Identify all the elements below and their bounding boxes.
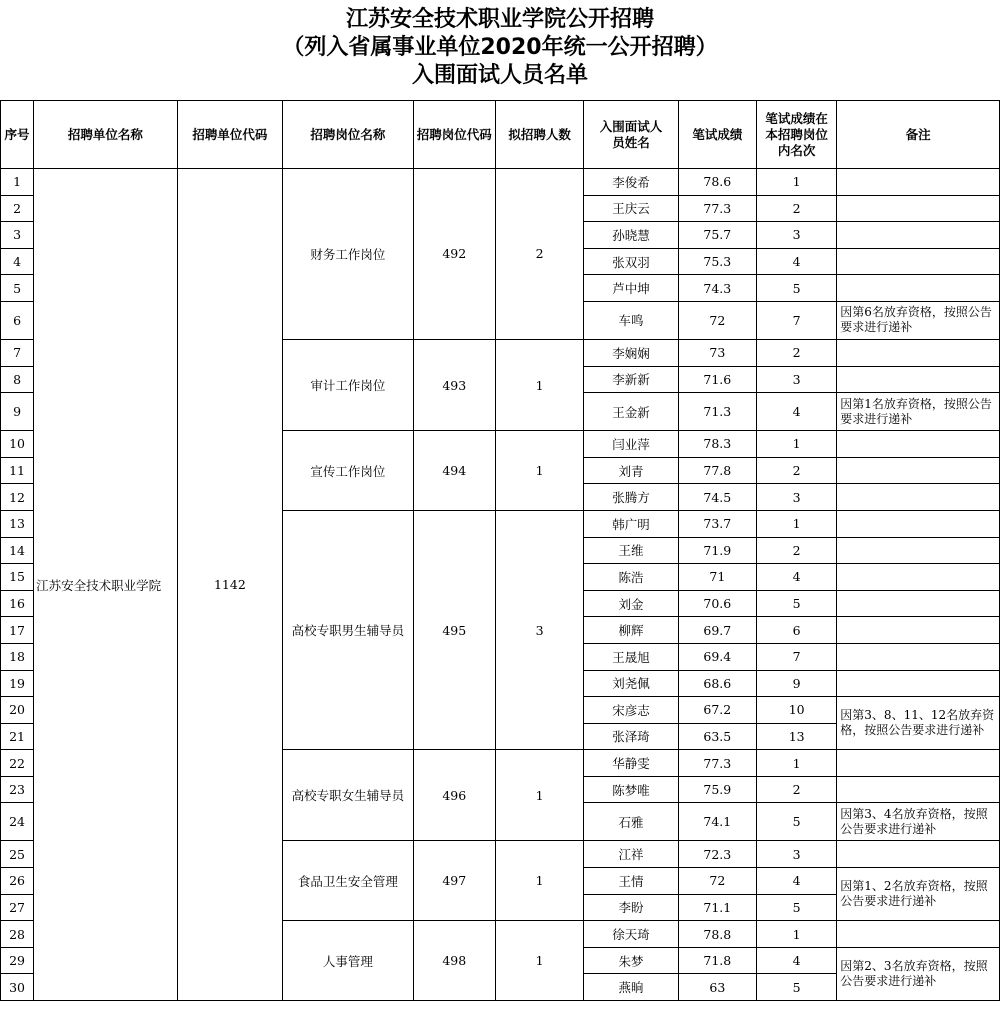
score-cell: 72.3: [678, 841, 756, 868]
title-line-2: （列入省属事业单位2020年统一公开招聘）: [282, 35, 718, 60]
score-cell: 71.1: [678, 894, 756, 921]
note-cell: [837, 222, 1000, 249]
plan-count-cell: 1: [495, 750, 583, 841]
seq-cell: 22: [1, 750, 34, 777]
seq-cell: 2: [1, 195, 34, 222]
seq-cell: 21: [1, 723, 34, 750]
candidate-name-cell: 柳辉: [584, 617, 678, 644]
note-cell: [837, 484, 1000, 511]
note-cell: [837, 169, 1000, 196]
rank-cell: 4: [756, 868, 836, 895]
post-code-cell: 495: [413, 510, 495, 749]
score-cell: 75.7: [678, 222, 756, 249]
score-cell: 78.3: [678, 431, 756, 458]
seq-cell: 14: [1, 537, 34, 564]
post-code-cell: 492: [413, 169, 495, 340]
candidate-name-cell: 王庆云: [584, 195, 678, 222]
title-line-3: 入围面试人员名单: [411, 63, 588, 88]
candidate-name-cell: 车鸣: [584, 301, 678, 339]
note-cell: 因第3、4名放弃资格，按照公告要求进行递补: [837, 803, 1000, 841]
candidate-name-cell: 朱梦: [584, 947, 678, 974]
header-row: [1, 101, 1000, 169]
note-cell: [837, 457, 1000, 484]
score-cell: 71: [678, 564, 756, 591]
note-cell: [837, 921, 1000, 948]
rank-cell: 4: [756, 248, 836, 275]
plan-count-cell: 1: [495, 431, 583, 511]
rank-cell: 5: [756, 894, 836, 921]
rank-cell: 4: [756, 564, 836, 591]
seq-cell: 18: [1, 643, 34, 670]
seq-cell: 4: [1, 248, 34, 275]
seq-cell: 13: [1, 510, 34, 537]
note-cell: [837, 564, 1000, 591]
candidate-name-cell: 陈梦唯: [584, 776, 678, 803]
unit-code-cell: 1142: [177, 169, 282, 1001]
candidate-name-cell: 张双羽: [584, 248, 678, 275]
seq-cell: 7: [1, 339, 34, 366]
score-cell: 74.1: [678, 803, 756, 841]
seq-cell: 27: [1, 894, 34, 921]
plan-count-cell: 1: [495, 339, 583, 430]
note-cell: [837, 670, 1000, 697]
candidate-name-cell: 李俊希: [584, 169, 678, 196]
rank-cell: 2: [756, 457, 836, 484]
plan-count-cell: 1: [495, 841, 583, 921]
seq-cell: 3: [1, 222, 34, 249]
rank-cell: 1: [756, 750, 836, 777]
document-title: [0, 0, 1000, 100]
candidate-name-cell: 王晟旭: [584, 643, 678, 670]
seq-cell: 5: [1, 275, 34, 302]
rank-cell: 4: [756, 947, 836, 974]
rank-cell: 1: [756, 169, 836, 196]
header-rank: 笔试成绩在本招聘岗位内名次: [756, 101, 836, 169]
table-row: [1, 169, 1000, 196]
note-cell: [837, 643, 1000, 670]
score-cell: 72: [678, 301, 756, 339]
note-cell: [837, 590, 1000, 617]
seq-cell: 11: [1, 457, 34, 484]
score-cell: 71.3: [678, 393, 756, 431]
rank-cell: 2: [756, 339, 836, 366]
seq-cell: 19: [1, 670, 34, 697]
rank-cell: 1: [756, 510, 836, 537]
candidate-name-cell: 江祥: [584, 841, 678, 868]
header-unit-name: 招聘单位名称: [34, 101, 178, 169]
post-name-cell: 食品卫生安全管理: [283, 841, 414, 921]
note-cell: 因第6名放弃资格，按照公告要求进行递补: [837, 301, 1000, 339]
score-cell: 70.6: [678, 590, 756, 617]
header-note: 备注: [837, 101, 1000, 169]
seq-cell: 16: [1, 590, 34, 617]
score-cell: 78.6: [678, 169, 756, 196]
score-cell: 68.6: [678, 670, 756, 697]
score-cell: 67.2: [678, 697, 756, 724]
score-cell: 69.7: [678, 617, 756, 644]
note-cell: 因第3、8、11、12名放弃资格，按照公告要求进行递补: [837, 697, 1000, 750]
candidate-name-cell: 刘尧佩: [584, 670, 678, 697]
candidate-name-cell: 李新新: [584, 366, 678, 393]
header-score: 笔试成绩: [678, 101, 756, 169]
rank-cell: 3: [756, 222, 836, 249]
seq-cell: 15: [1, 564, 34, 591]
seq-cell: 26: [1, 868, 34, 895]
note-cell: [837, 275, 1000, 302]
post-name-cell: 高校专职男生辅导员: [283, 510, 414, 749]
rank-cell: 3: [756, 841, 836, 868]
seq-cell: 8: [1, 366, 34, 393]
note-cell: [837, 339, 1000, 366]
post-code-cell: 497: [413, 841, 495, 921]
score-cell: 78.8: [678, 921, 756, 948]
note-cell: [837, 248, 1000, 275]
score-cell: 72: [678, 868, 756, 895]
unit-name-cell: 江苏安全技术职业学院: [34, 169, 178, 1001]
rank-cell: 1: [756, 431, 836, 458]
candidate-name-cell: 孙晓慧: [584, 222, 678, 249]
rank-cell: 1: [756, 921, 836, 948]
header-seq: 序号: [1, 101, 34, 169]
seq-cell: 17: [1, 617, 34, 644]
seq-cell: 25: [1, 841, 34, 868]
note-cell: [837, 776, 1000, 803]
post-name-cell: 审计工作岗位: [283, 339, 414, 430]
note-cell: [837, 537, 1000, 564]
score-cell: 71.8: [678, 947, 756, 974]
rank-cell: 5: [756, 974, 836, 1001]
note-cell: [837, 841, 1000, 868]
candidate-name-cell: 张泽琦: [584, 723, 678, 750]
seq-cell: 6: [1, 301, 34, 339]
score-cell: 71.9: [678, 537, 756, 564]
candidate-name-cell: 张腾方: [584, 484, 678, 511]
seq-cell: 23: [1, 776, 34, 803]
candidate-name-cell: 韩广明: [584, 510, 678, 537]
note-cell: [837, 366, 1000, 393]
candidate-name-cell: 王金新: [584, 393, 678, 431]
score-cell: 77.8: [678, 457, 756, 484]
rank-cell: 5: [756, 590, 836, 617]
note-cell: [837, 510, 1000, 537]
rank-cell: 6: [756, 617, 836, 644]
seq-cell: 24: [1, 803, 34, 841]
candidate-name-cell: 宋彦志: [584, 697, 678, 724]
seq-cell: 28: [1, 921, 34, 948]
rank-cell: 5: [756, 803, 836, 841]
rank-cell: 3: [756, 366, 836, 393]
rank-cell: 7: [756, 643, 836, 670]
candidate-name-cell: 石雅: [584, 803, 678, 841]
rank-cell: 2: [756, 776, 836, 803]
score-cell: 73.7: [678, 510, 756, 537]
seq-cell: 9: [1, 393, 34, 431]
seq-cell: 10: [1, 431, 34, 458]
post-name-cell: 高校专职女生辅导员: [283, 750, 414, 841]
post-code-cell: 496: [413, 750, 495, 841]
rank-cell: 5: [756, 275, 836, 302]
post-name-cell: 人事管理: [283, 921, 414, 1001]
candidate-name-cell: 王维: [584, 537, 678, 564]
plan-count-cell: 2: [495, 169, 583, 340]
score-cell: 77.3: [678, 750, 756, 777]
candidate-name-cell: 燕晌: [584, 974, 678, 1001]
post-code-cell: 494: [413, 431, 495, 511]
score-cell: 71.6: [678, 366, 756, 393]
seq-cell: 1: [1, 169, 34, 196]
note-cell: [837, 750, 1000, 777]
note-cell: 因第1名放弃资格，按照公告要求进行递补: [837, 393, 1000, 431]
rank-cell: 7: [756, 301, 836, 339]
score-cell: 74.3: [678, 275, 756, 302]
candidate-name-cell: 陈浩: [584, 564, 678, 591]
rank-cell: 10: [756, 697, 836, 724]
candidate-name-cell: 李娴娴: [584, 339, 678, 366]
score-cell: 69.4: [678, 643, 756, 670]
header-post-name: 招聘岗位名称: [283, 101, 414, 169]
candidate-name-cell: 刘金: [584, 590, 678, 617]
rank-cell: 2: [756, 195, 836, 222]
plan-count-cell: 3: [495, 510, 583, 749]
header-plan-count: 拟招聘人数: [495, 101, 583, 169]
note-cell: [837, 617, 1000, 644]
seq-cell: 20: [1, 697, 34, 724]
candidate-table: [0, 100, 1000, 1001]
candidate-name-cell: 华静雯: [584, 750, 678, 777]
header-post-code: 招聘岗位代码: [413, 101, 495, 169]
score-cell: 63.5: [678, 723, 756, 750]
plan-count-cell: 1: [495, 921, 583, 1001]
post-name-cell: 宣传工作岗位: [283, 431, 414, 511]
score-cell: 73: [678, 339, 756, 366]
rank-cell: 13: [756, 723, 836, 750]
candidate-name-cell: 李盼: [584, 894, 678, 921]
note-cell: [837, 431, 1000, 458]
candidate-name-cell: 闫业萍: [584, 431, 678, 458]
candidate-name-cell: 徐天琦: [584, 921, 678, 948]
seq-cell: 29: [1, 947, 34, 974]
score-cell: 63: [678, 974, 756, 1001]
candidate-name-cell: 刘青: [584, 457, 678, 484]
seq-cell: 12: [1, 484, 34, 511]
post-name-cell: 财务工作岗位: [283, 169, 414, 340]
score-cell: 77.3: [678, 195, 756, 222]
score-cell: 74.5: [678, 484, 756, 511]
candidate-name-cell: 芦中坤: [584, 275, 678, 302]
score-cell: 75.9: [678, 776, 756, 803]
header-unit-code: 招聘单位代码: [177, 101, 282, 169]
note-cell: [837, 195, 1000, 222]
rank-cell: 4: [756, 393, 836, 431]
candidate-name-cell: 王情: [584, 868, 678, 895]
post-code-cell: 498: [413, 921, 495, 1001]
rank-cell: 2: [756, 537, 836, 564]
rank-cell: 9: [756, 670, 836, 697]
score-cell: 75.3: [678, 248, 756, 275]
seq-cell: 30: [1, 974, 34, 1001]
note-cell: 因第1、2名放弃资格，按照公告要求进行递补: [837, 868, 1000, 921]
rank-cell: 3: [756, 484, 836, 511]
header-candidate: 入围面试人员姓名: [584, 101, 678, 169]
post-code-cell: 493: [413, 339, 495, 430]
title-line-1: 江苏安全技术职业学院公开招聘: [345, 7, 654, 32]
note-cell: 因第2、3名放弃资格，按照公告要求进行递补: [837, 947, 1000, 1000]
